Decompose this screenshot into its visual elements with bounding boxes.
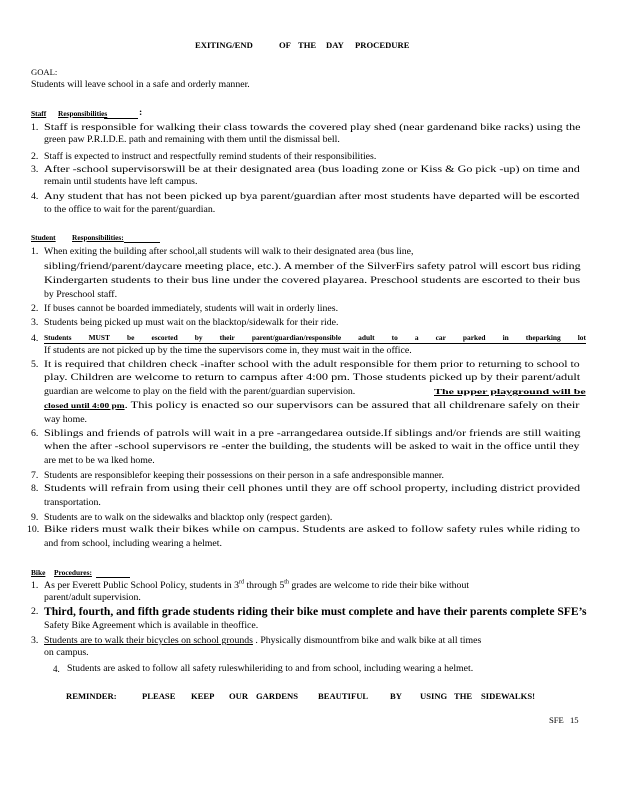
reminder-word: USING	[420, 691, 448, 701]
list-line: It is required that children check -inafter school with the adult responsible for them prior to returning to school to	[44, 359, 580, 370]
emphasis-word: Students	[44, 333, 72, 342]
list-line-bold: Third, fourth, and fifth grade students riding their bike must complete and have their parents complete SFE’s	[44, 605, 587, 618]
list-line: play. Children are welcome to return to campus after 4:00 pm. Those students picked up by their parent/adult	[44, 372, 581, 383]
heading-underline	[124, 242, 160, 243]
list-line: by Preschool staff.	[44, 289, 118, 300]
emphasis-word: adult	[358, 333, 375, 342]
emphasis-word: by	[194, 333, 203, 342]
underlined-phrase: The upper playground will be	[434, 387, 586, 396]
list-line: Students are responsiblefor keeping their possessions on their person in a safe andresponsible manner.	[44, 470, 444, 481]
list-line: parent/adult supervision.	[44, 592, 141, 603]
heading-underline	[104, 118, 138, 119]
list-line-text: . This policy is enacted so our supervisors can be assured that all childrenare safely on their	[124, 400, 580, 411]
list-line: Staff is responsible for walking their class towards the covered play shed (near gardenand bike racks) using the	[44, 122, 581, 133]
emphasis-word: parked	[462, 333, 486, 342]
reminder-word: SIDEWALKS!	[481, 691, 535, 701]
list-line: Students are asked to follow all safety ruleswhileriding to and from school, including wearing a helmet.	[67, 663, 474, 674]
reminder-word: BEAUTIFUL	[318, 691, 369, 701]
list-line: Kindergarten students to their bus line under the covered playarea. Preschool students are escorted to their bus	[44, 275, 581, 286]
list-line: After -school supervisorswill be at their designated area (bus loading zone or Kiss & Go pick -up) on time and	[44, 164, 580, 175]
list-number: 4.	[31, 333, 39, 344]
list-number: 7.	[31, 470, 39, 481]
reminder-word: PLEASE	[142, 691, 176, 701]
list-line: Any student that has not been picked up bya parent/guardian after most students have departed will be escorted	[44, 191, 580, 202]
list-line: Students being picked up must wait on the blacktop/sidewalk for their ride.	[44, 317, 339, 328]
list-line: are met to be wa lked home.	[44, 455, 155, 466]
list-line: If buses cannot be boarded immediately, students will wait in orderly lines.	[44, 303, 339, 314]
list-number: 2.	[31, 151, 39, 162]
list-line: to the office to wait for the parent/guardian.	[44, 204, 216, 215]
list-line: Siblings and friends of patrols will wait in a pre -arrangedarea outside.If siblings and/or friends are still waiting	[44, 428, 581, 439]
emphasis-word: parent/guardian/responsible	[251, 333, 342, 342]
emphasis-word: their	[219, 333, 235, 342]
list-line: on campus.	[44, 647, 89, 658]
emphasis-word: be	[126, 333, 135, 342]
student-heading: Responsibilities:	[72, 233, 124, 242]
list-number: 3.	[31, 635, 39, 646]
list-line	[44, 400, 579, 412]
list-line: guardian are welcome to play on the field with the parent/guardian supervision.	[44, 386, 356, 397]
list-line: remain until students have left campus.	[44, 176, 198, 187]
list-line: Students will refrain from using their cell phones until they are off school property, including district provided	[44, 483, 581, 494]
emphasis-word: to	[391, 333, 398, 342]
list-line: green paw P.R.I.D.E. path and remaining with them until the dismissal bell.	[44, 134, 340, 145]
page-number: 15	[570, 715, 579, 725]
emphasis-word: in	[502, 333, 509, 342]
list-line: when the after -school supervisors re -enter the building, the students will be asked to wait in the office until they	[44, 441, 580, 452]
title-word: DAY	[326, 40, 344, 50]
list-number: 4.	[31, 191, 39, 202]
emphasis-word: theparking	[525, 333, 561, 342]
list-number: 9.	[31, 512, 39, 523]
emphasis-word: escorted	[151, 333, 178, 342]
emphasis-word: MUST	[88, 333, 110, 342]
reminder-word: BY	[390, 691, 402, 701]
list-number: 3.	[31, 317, 39, 328]
list-number: 2.	[31, 606, 39, 617]
student-heading: Student	[31, 233, 56, 242]
list-number: 4.	[53, 664, 60, 674]
list-line: As per Everett Public School Policy, students in 3rd through 5th grades are welcome to ride their bike without	[44, 579, 470, 591]
list-number: 1.	[31, 246, 39, 257]
list-line: and from school, including wearing a helmet.	[44, 538, 222, 549]
list-number: 8.	[31, 483, 39, 494]
goal-heading: GOAL:	[31, 67, 58, 77]
underlined-emphasis-line	[44, 333, 586, 344]
emphasis-word: a	[414, 333, 419, 342]
list-number: 1.	[31, 580, 39, 591]
staff-heading: Responsibilities	[58, 109, 108, 118]
emphasis-word: car	[435, 333, 446, 342]
staff-heading-colon: :	[139, 107, 143, 118]
list-line: Safety Bike Agreement which is available in theoffice.	[44, 620, 259, 631]
reminder-word: GARDENS	[256, 691, 299, 701]
reminder-word: KEEP	[191, 691, 215, 701]
list-line: way home.	[44, 414, 87, 425]
footer-code: SFE	[549, 715, 564, 725]
title-word: PROCEDURE	[355, 40, 410, 50]
list-line: When exiting the building after school,all students will walk to their designated area (bus line,	[44, 246, 414, 257]
title-word: THE	[298, 40, 317, 50]
title-word: OF	[279, 40, 291, 50]
title-word: EXITING/END	[195, 40, 253, 50]
list-line: Students are to walk their bicycles on school grounds . Physically dismountfrom bike and walk bike at all times	[44, 635, 482, 646]
list-number: 6.	[31, 428, 39, 439]
reminder-word: THE	[454, 691, 473, 701]
goal-text: Students will leave school in a safe and orderly manner.	[31, 79, 250, 90]
bike-heading: Procedures:	[54, 568, 92, 577]
list-line: Staff is expected to instruct and respectfully remind students of their responsibilities.	[44, 151, 377, 162]
staff-heading: Staff	[31, 109, 47, 118]
list-line: If students are not picked up by the time the supervisors come in, they must wait in the office.	[44, 345, 412, 356]
list-line: Bike riders must walk their bikes while on campus. Students are asked to follow safety rules while riding to	[44, 524, 580, 535]
list-number: 3.	[31, 164, 39, 175]
bike-heading: Bike	[31, 568, 46, 577]
reminder-word: REMINDER:	[66, 691, 117, 701]
reminder-word: OUR	[229, 691, 249, 701]
list-number: 5.	[31, 359, 39, 370]
list-number: 10.	[27, 524, 40, 535]
list-number: 1.	[31, 122, 39, 133]
list-number: 2.	[31, 303, 39, 314]
heading-underline	[96, 577, 130, 578]
emphasis-word: lot	[577, 333, 586, 342]
list-line: Students are to walk on the sidewalks and blacktop only (respect garden).	[44, 512, 333, 523]
list-line: transportation.	[44, 497, 101, 508]
list-line: sibling/friend/parent/daycare meeting place, etc.). A member of the SilverFirs safety patrol will escort bus riding	[44, 261, 581, 272]
underlined-phrase: closed until 4:00 pm	[44, 401, 125, 410]
